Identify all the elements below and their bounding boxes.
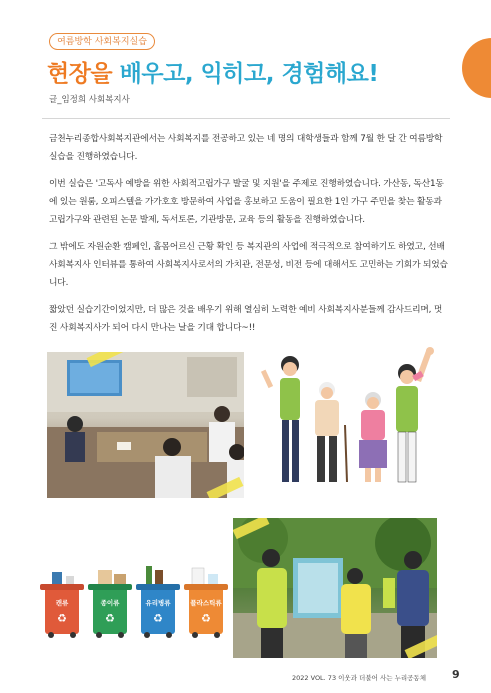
bin-label: 유리병류: [145, 599, 171, 607]
welfare-illustration: [255, 345, 445, 500]
paragraph: 짧았던 실습기간이었지만, 더 많은 것을 배우기 위해 열심히 노력한 예비 사회복지사분들께 감사드리며, 멋진 사회복지사가 되어 다시 만나는 날을 기대 합니다~!!: [49, 305, 443, 333]
bin-cans: [42, 584, 82, 639]
recycle-icon: ♻: [57, 612, 67, 625]
paragraph: 이번 실습은 '고독사 예방을 위한 사회적고립가구 발굴 및 지원'을 주제로 진행하였습니다. 가산동, 독산1동에 있는 원룸, 오피스텔을 가가호호 방문하여 사업을 홍보하고 도움이 필요한 1인 가구 주민을 찾는 활동과 고립가구와 관련된 논문 발제, 독서토론, 기관방문, 교육 등의 활동을 진행하였습니다.: [49, 179, 444, 225]
page-title: [47, 55, 378, 88]
section-tag: 여름방학 사회복지실습: [49, 33, 155, 50]
article-body: [49, 130, 449, 346]
byline: 글_임정희 사회복지사: [49, 95, 130, 105]
paragraph: 금천누리종합사회복지관에서는 사회복지를 전공하고 있는 네 명의 대학생들과 함께 7월 한 달 간 여름방학 실습을 진행하였습니다.: [49, 134, 443, 162]
bin-label: 종이류: [100, 599, 120, 607]
bin-label: 플라스틱류: [190, 599, 222, 607]
page-number: 9: [452, 668, 460, 681]
title-part2: 배우고, 익히고, 경험해요!: [119, 61, 379, 87]
footer-text: 2022 VOL. 73 이웃과 더불어 사는 누리공동체: [292, 674, 426, 682]
campaign-photo-art: [233, 518, 437, 658]
meeting-photo: [47, 352, 244, 498]
bin-glass: [138, 584, 178, 639]
bin-label: 캔류: [55, 599, 69, 607]
recycle-icon: ♻: [105, 612, 115, 625]
paragraph: 그 밖에도 자원순환 캠페인, 홀몸어르신 근황 확인 등 복지관의 사업에 적극적으로 참여하기도 하였고, 선배 사회복지사 인터뷰를 통하여 사회복지사로서의 가치관, 전문성, 비전 등에 대해서도 고민하는 기회가 되었습니다.: [49, 242, 448, 288]
meeting-photo-art: [47, 352, 244, 498]
decorative-circle: [462, 38, 491, 98]
recycling-bins-illustration: [40, 560, 240, 660]
bin-plastic: [186, 584, 226, 639]
bin-paper: [90, 584, 130, 639]
recycle-icon: ♻: [153, 612, 163, 625]
divider: [42, 118, 450, 119]
recycle-icon: ♻: [201, 612, 211, 625]
title-part1: 현장을: [47, 61, 120, 87]
campaign-photo: [233, 518, 437, 658]
